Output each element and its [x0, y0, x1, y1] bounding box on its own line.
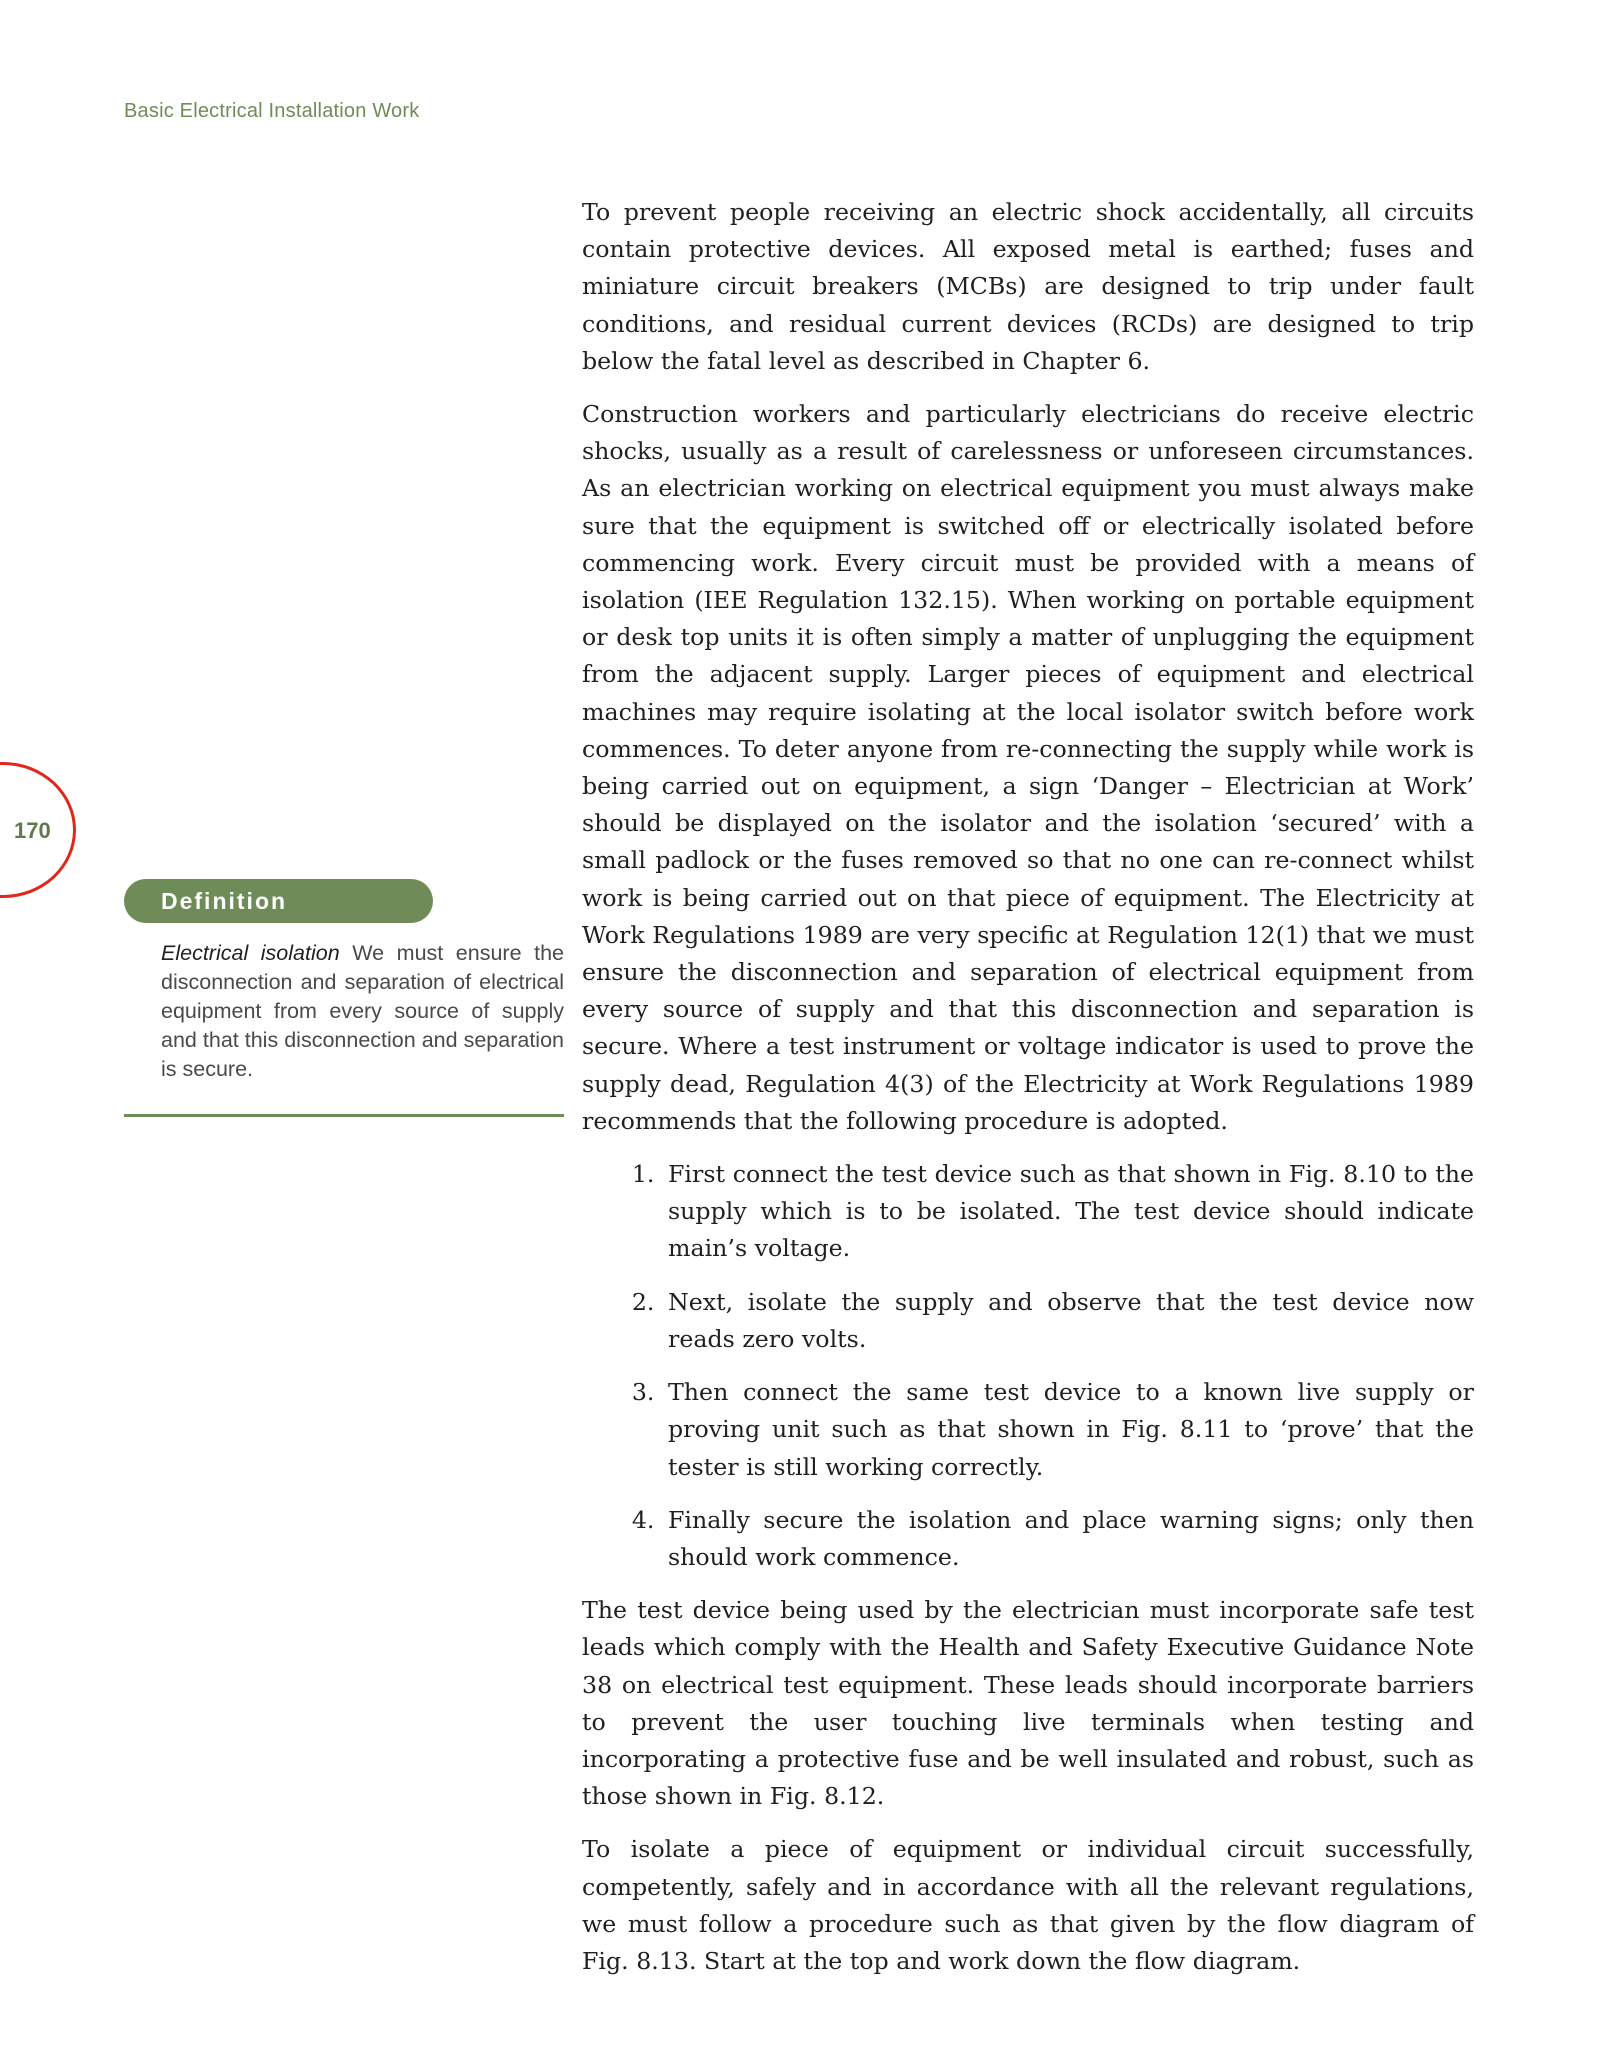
definition-divider [124, 1114, 564, 1117]
running-header: Basic Electrical Installation Work [124, 100, 420, 122]
paragraph: The test device being used by the electrician must incorporate safe test leads which comply with the Health and Safety Executive Guidance Note 38 on electrical test equipment. These leads should incorporate barriers to prevent the user touching live terminals when testing and incorporating a protective fuse and be well insulated and robust, such as those shown in Fig. 8.12. [582, 1596, 1474, 1811]
procedure-list [582, 1156, 1474, 1576]
procedure-step: 3. Then connect the same test device to a known live supply or proving unit such as that shown in Fig. 8.11 to ‘prove’ that the tester is still working correctly. [662, 1374, 1474, 1486]
definition-body: We must ensure the disconnection and separation of electrical equipment from every source of supply and that this disconnection and separation is secure. [161, 941, 564, 1081]
main-text [582, 194, 1474, 1996]
paragraph: To isolate a piece of equipment or individual circuit successfully, competently, safely and in accordance with all the relevant regulations, we must follow a procedure such as that given by the flow diagram of Fig. 8.13. Start at the top and work down the flow diagram. [582, 1835, 1474, 1975]
definition-box [124, 879, 564, 1117]
definition-text [161, 939, 564, 1084]
page-number: 170 [14, 818, 51, 843]
procedure-step: 1. First connect the test device such as that shown in Fig. 8.10 to the supply which is to be isolated. The test device should indicate main’s voltage. [662, 1156, 1474, 1268]
definition-term: Electrical isolation [161, 941, 340, 965]
paragraph: Construction workers and particularly electricians do receive electric shocks, usually as a result of carelessness or unforeseen circumstances. As an electrician working on electrical equipment you must always make sure that the equipment is switched off or electrically isolated before commencing work. Every circuit must be provided with a means of isolation (IEE Regulation 132.15). When working on portable equipment or desk top units it is often simply a matter of unplugging the equipment from the adjacent supply. Larger pieces of equipment and electrical machines may require isolating at the local isolator switch before work commences. To deter anyone from re-connecting the supply while work is being carried out on equipment, a sign ‘Danger – Electrician at Work’ should be displayed on the isolator and the isolation ‘secured’ with a small padlock or the fuses removed so that no one can re-connect whilst work is being carried out on that piece of equipment. The Electricity at Work Regulations 1989 are very specific at Regulation 12(1) that we must ensure the disconnection and separation of electrical equipment from every source of supply and that this disconnection and separation is secure. Where a test instrument or voltage indicator is used to prove the supply dead, Regulation 4(3) of the Electricity at Work Regulations 1989 recommends that the following procedure is adopted. [582, 400, 1474, 1135]
procedure-step: 4. Finally secure the isolation and place warning signs; only then should work commence. [662, 1502, 1474, 1576]
paragraph: To prevent people receiving an electric shock accidentally, all circuits contain protective devices. All exposed metal is earthed; fuses and miniature circuit breakers (MCBs) are designed to trip under fault conditions, and residual current devices (RCDs) are designed to trip below the fatal level as described in Chapter 6. [582, 198, 1474, 375]
procedure-step: 2. Next, isolate the supply and observe that the test device now reads zero volts. [662, 1284, 1474, 1358]
definition-heading: Definition [124, 879, 433, 923]
